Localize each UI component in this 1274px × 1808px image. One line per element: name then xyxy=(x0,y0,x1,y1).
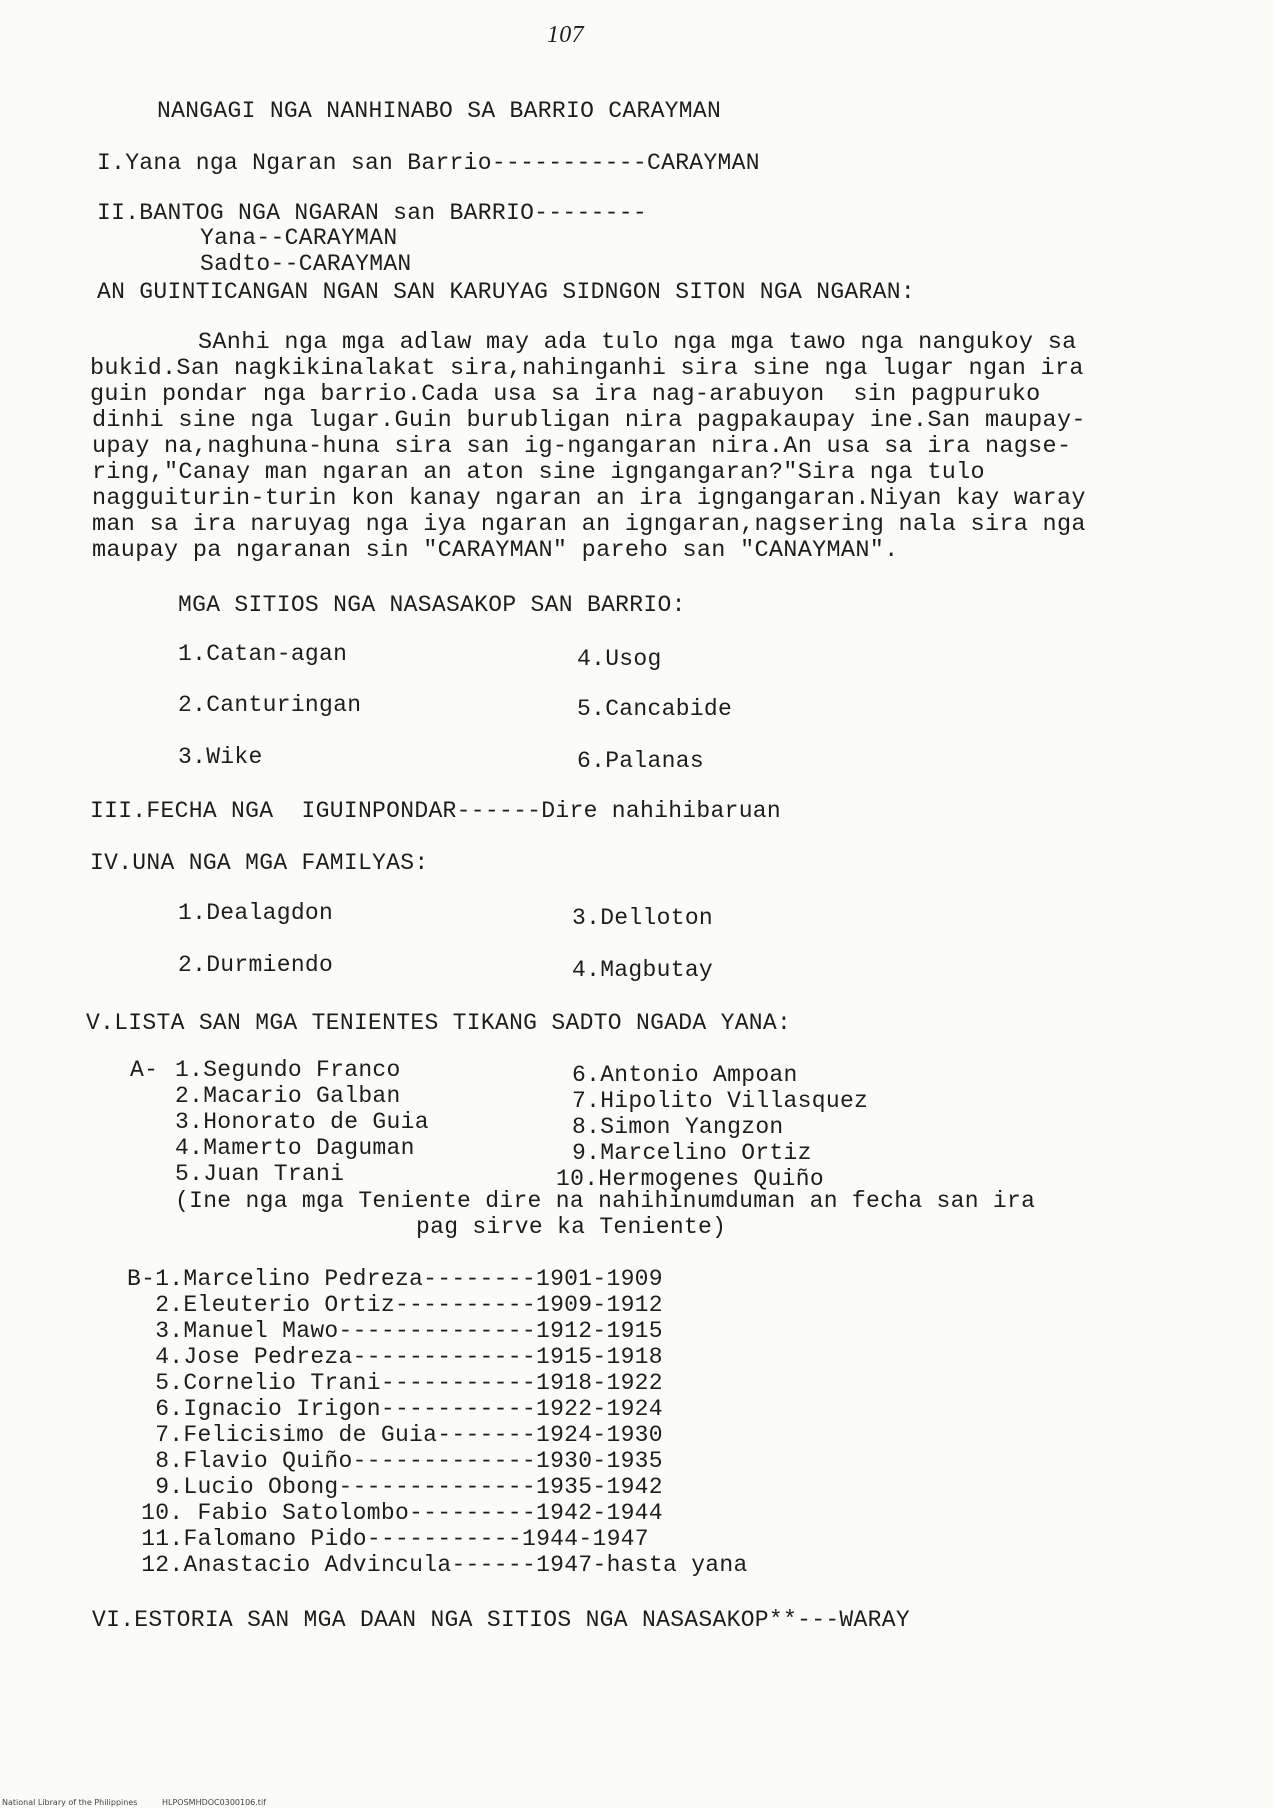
teniente-item: 3.Honorato de Guia xyxy=(175,1109,429,1135)
teniente-term-row: 4.Jose Pedreza-------------1915-1918 xyxy=(127,1344,663,1370)
former-name-sadto: Sadto--CARAYMAN xyxy=(200,251,412,277)
list-a-note: (Ine nga mga Teniente dire na nahihinumduman an fecha san ira xyxy=(175,1188,1036,1214)
paragraph-line: dinhi sine nga lugar.Guin burubligan nira pagpakaupay ine.San maupay- xyxy=(92,407,1086,434)
former-name-yana: Yana--CARAYMAN xyxy=(200,225,398,251)
sitio-item: 2.Canturingan xyxy=(178,692,362,718)
sitios-heading: MGA SITIOS NGA NASASAKOP SAN BARRIO: xyxy=(178,592,686,618)
teniente-item: 10.Hermogenes Quiño xyxy=(556,1166,824,1192)
paragraph-line: upay na,naghuna-huna sira san ig-ngangaran nira.An usa sa ira nagse- xyxy=(92,433,1072,460)
teniente-term-row: B-1.Marcelino Pedreza--------1901-1909 xyxy=(127,1266,663,1292)
list-a-note: pag sirve ka Teniente) xyxy=(416,1214,727,1240)
teniente-item: 5.Juan Trani xyxy=(175,1161,345,1187)
sitio-item: 3.Wike xyxy=(178,744,263,770)
sitio-item: 4.Usog xyxy=(577,646,662,672)
paragraph-line: nagguiturin-turin kon kanay ngaran an ira igngangaran.Niyan kay waray xyxy=(92,485,1086,512)
teniente-term-row: 9.Lucio Obong--------------1935-1942 xyxy=(127,1474,663,1500)
teniente-item: 2.Macario Galban xyxy=(175,1083,401,1109)
teniente-term-row: 7.Felicisimo de Guia-------1924-1930 xyxy=(127,1422,663,1448)
teniente-term-row: 8.Flavio Quiño-------------1930-1935 xyxy=(127,1448,663,1474)
paragraph-line: guin pondar nga barrio.Cada usa sa ira nag-arabuyon sin pagpuruko xyxy=(90,381,1041,408)
families-heading: IV.UNA NGA MGA FAMILYAS: xyxy=(90,850,429,876)
teniente-term-row: 6.Ignacio Irigon-----------1922-1924 xyxy=(127,1396,663,1422)
sitio-item: 5.Cancabide xyxy=(577,696,733,722)
footer-library: National Library of the Philippines xyxy=(2,1798,138,1807)
paragraph-line: ring,"Canay man ngaran an aton sine igngangaran?"Sira nga tulo xyxy=(92,459,985,486)
teniente-term-row: 11.Falomano Pido-----------1944-1947 xyxy=(113,1526,649,1552)
paragraph-line: man sa ira naruyag nga iya ngaran an igngaran,nagsering nala sira nga xyxy=(92,511,1086,538)
teniente-item: 1.Segundo Franco xyxy=(175,1057,401,1083)
teniente-term-row: 5.Cornelio Trani-----------1918-1922 xyxy=(127,1370,663,1396)
reason-heading: AN GUINTICANGAN NGAN SAN KARUYAG SIDNGON SITON NGA NGARAN: xyxy=(97,279,915,305)
paragraph-line: bukid.San nagkikinalakat sira,nahinganhi sira sine nga lugar ngan ira xyxy=(90,355,1084,382)
founding-date: III.FECHA NGA IGUINPONDAR------Dire nahihibaruan xyxy=(90,798,782,824)
paragraph-line: SAnhi nga mga adlaw may ada tulo nga mga tawo nga nangukoy sa xyxy=(198,329,1077,356)
teniente-item: 6.Antonio Ampoan xyxy=(572,1062,798,1088)
teniente-item: 7.Hipolito Villasquez xyxy=(572,1088,869,1114)
teniente-term-row: 12.Anastacio Advincula------1947-hasta yana xyxy=(113,1552,748,1578)
teniente-term-row: 2.Eleuterio Ortiz----------1909-1912 xyxy=(127,1292,663,1318)
list-a-prefix: A- xyxy=(130,1057,159,1083)
teniente-term-row: 3.Manuel Mawo--------------1912-1915 xyxy=(127,1318,663,1344)
barrio-current-name: I.Yana nga Ngaran san Barrio-----------CARAYMAN xyxy=(97,150,760,176)
teniente-item: 9.Marcelino Ortiz xyxy=(572,1140,812,1166)
paragraph-line: maupay pa ngaranan sin "CARAYMAN" pareho san "CANAYMAN". xyxy=(92,537,899,564)
tenientes-heading: V.LISTA SAN MGA TENIENTES TIKANG SADTO NGADA YANA: xyxy=(86,1010,792,1036)
sitio-item: 6.Palanas xyxy=(577,748,704,774)
family-item: 4.Magbutay xyxy=(572,957,714,983)
family-item: 1.Dealagdon xyxy=(178,900,334,926)
teniente-term-row: 10. Fabio Satolombo---------1942-1944 xyxy=(127,1500,663,1526)
teniente-item: 4.Mamerto Daguman xyxy=(175,1135,415,1161)
page-number: 107 xyxy=(547,22,584,48)
family-item: 3.Delloton xyxy=(572,905,714,931)
footer-filename: HLPOSMHDOC0300106.tif xyxy=(162,1798,266,1807)
sitio-item: 1.Catan-agan xyxy=(178,641,348,667)
teniente-item: 8.Simon Yangzon xyxy=(572,1114,784,1140)
document-title: NANGAGI NGA NANHINABO SA BARRIO CARAYMAN xyxy=(157,98,722,124)
family-item: 2.Durmiendo xyxy=(178,952,334,978)
former-names-heading: II.BANTOG NGA NGARAN san BARRIO-------- xyxy=(97,200,647,226)
sitio-history: VI.ESTORIA SAN MGA DAAN NGA SITIOS NGA NASASAKOP**---WARAY xyxy=(92,1607,910,1633)
